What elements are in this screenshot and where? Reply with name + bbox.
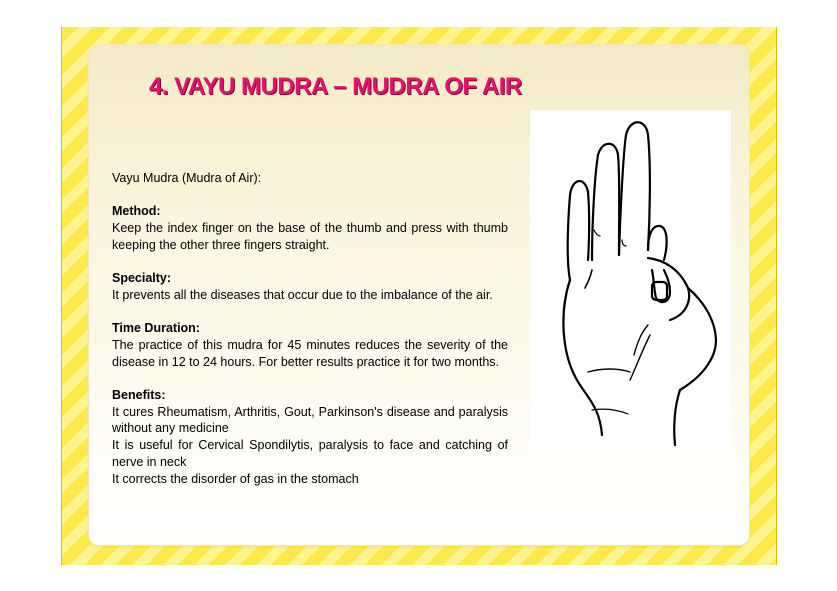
intro-text: Vayu Mudra (Mudra of Air):: [112, 171, 262, 185]
hand-drawing: [530, 110, 731, 450]
time-duration-heading: Time Duration:: [112, 321, 200, 336]
benefit-item: It cures Rheumatism, Arthritis, Gout, Parkinson's disease and paralysis without any medicine: [112, 404, 508, 436]
vayu-mudra-hand-illustration: [530, 110, 731, 450]
body-text: [112, 170, 508, 487]
benefits-heading: Benefits:: [112, 388, 166, 403]
method-heading: Method:: [112, 204, 161, 219]
specialty-text: It prevents all the diseases that occur due to the imbalance of the air.: [112, 287, 493, 302]
benefit-item: It corrects the disorder of gas in the stomach: [112, 471, 359, 486]
specialty-heading: Specialty:: [112, 271, 172, 286]
slide-title: 4. VAYU MUDRA – MUDRA OF AIR: [149, 73, 522, 100]
benefit-item: It is useful for Cervical Spondilytis, paralysis to face and catching of nerve in neck: [112, 438, 508, 469]
content-panel: [89, 45, 749, 545]
method-text: Keep the index finger on the base of the thumb and press with thumb keeping the other three fingers straight.: [112, 221, 508, 252]
slide-frame: [61, 27, 777, 565]
time-duration-text: The practice of this mudra for 45 minutes reduces the severity of the disease in 12 to 24 hours. For better results practice it for two months.: [112, 337, 508, 369]
